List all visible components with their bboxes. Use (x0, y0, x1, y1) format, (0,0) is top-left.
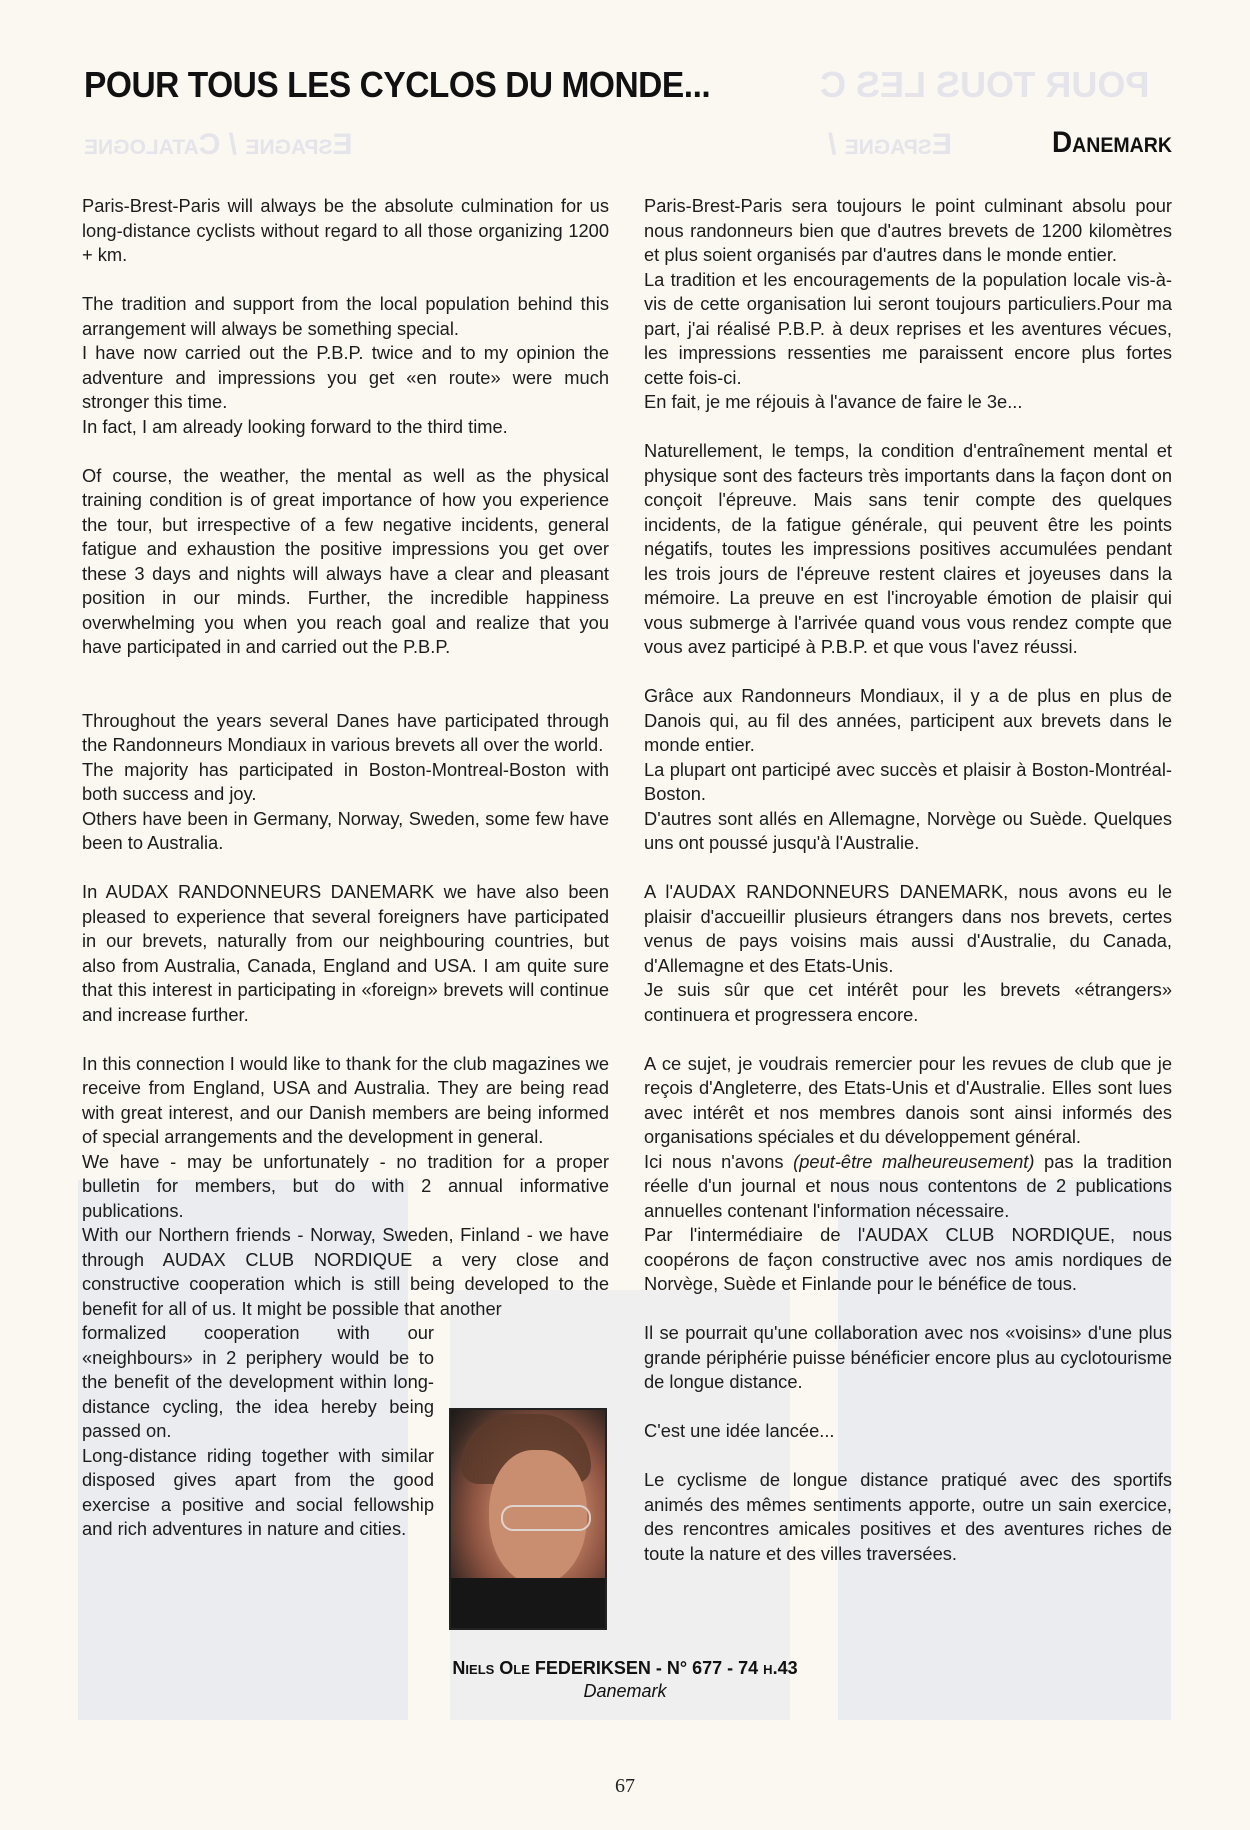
paragraph: D'autres sont allés en Allemagne, Norvège ou Suède. Quelques uns ont poussé jusqu'à l'Australie. (644, 807, 1172, 853)
paragraph: Others have been in Germany, Norway, Sweden, some few have been to Australia. (82, 807, 609, 853)
page-number: 67 (615, 1775, 635, 1797)
paragraph: Throughout the years several Danes have participated through the Randonneurs Mondiaux in various brevets all over the world. (82, 709, 609, 755)
page-title: POUR TOUS LES CYCLOS DU MONDE... (84, 64, 711, 105)
paragraph: Le cyclisme de longue distance pratiqué avec des sportifs animés des mêmes sentiments apporte, outre un sain exercice, des rencontres amicales positives et des aventures riches de toute la nature et des villes traversées. (644, 1469, 1172, 1564)
paragraph: Paris-Brest-Paris will always be the absolute culmination for us long-distance cyclists without regard to all those organizing 1200 + km. (82, 195, 609, 265)
text-run: Ici nous n'avons (644, 1150, 794, 1172)
author-photo (449, 1408, 607, 1630)
ghost-country-left: Espagne / Catalogne (84, 128, 353, 161)
paragraph: Grâce aux Randonneurs Mondiaux, il y a de plus en plus de Danois qui, au fil des années, participent aux brevets dans le monde entier. (644, 685, 1172, 755)
italic-text: (peut-être malheureusement) (793, 1150, 1035, 1172)
author-country: Danemark (583, 1681, 667, 1701)
paragraph: We have - may be unfortunately - no tradition for a proper bulletin for members, but do with 2 annual informative publications. (82, 1150, 609, 1221)
photo-glasses (501, 1505, 591, 1531)
paragraph: I have now carried out the P.B.P. twice and to my opinion the adventure and impressions you get «en route» were much stronger this time. (82, 342, 609, 412)
paragraph: A ce sujet, je voudrais remercier pour les revues de club que je reçois d'Angleterre, des Etats-Unis et d'Australie. Elles sont lues avec intérêt et nos membres danois sont ainsi informés des organisations spéciales et du développement général. (644, 1052, 1172, 1147)
paragraph: In this connection I would like to thank for the club magazines we receive from England, USA and Australia. They are being read with great interest, and our Danish members are being informed of special arrangements and the development in general. (82, 1052, 609, 1147)
paragraph: La plupart ont participé avec succès et plaisir à Boston-Montréal-Boston. (644, 758, 1172, 804)
country-heading: Danemark (1052, 126, 1172, 159)
paragraph: In fact, I am already looking forward to the third time. (82, 415, 508, 437)
paragraph: Of course, the weather, the mental as well as the physical training condition is of great importance of how you experience the tour, but irrespective of a few negative incidents, general fatigue and exhaustion the positive impressions you get over these 3 days and nights will always have a clear and pleasant position in our minds. Further, the incredible happiness overwhelming you when you reach goal and realize that you have participated in and carried out the P.B.P. (82, 464, 609, 657)
author-name: Niels Ole FEDERIKSEN - N° 677 - 74 h.43 (452, 1658, 798, 1678)
paragraph: Par l'intermédiaire de l'AUDAX CLUB NORDIQUE, nous coopérons de façon constructive avec nos amis nordiques de Norvège, Suède et Finlande pour le bénéfice de tous. (644, 1224, 1172, 1294)
paragraph: Paris-Brest-Paris sera toujours le point culminant absolu pour nous randonneurs bien que d'autres brevets de 1200 kilomètres et plus soient organisés par d'autres dans le monde entier. (644, 195, 1172, 265)
english-column (82, 194, 609, 1542)
photo-shirt (451, 1578, 605, 1628)
ghost-title: POUR TOUS LES C (820, 64, 1150, 105)
author-signature (0, 1658, 1250, 1702)
paragraph: Naturellement, le temps, la condition d'entraînement mental et physique sont des facteurs très importants dans la façon dont on conçoit l'épreuve. Mais sans tenir compte des quelques incidents, de la fatigue générale, qui peuvent être les points négatifs, toutes les impressions positives accumulées pendant les trois jours de l'épreuve restent claires et joyeuses dans la mémoire. La preuve en est l'incroyable émotion de plaisir qui vous submerge à l'arrivée quand vous vous rendez compte que vous avez participé à P.B.P. et que vous l'avez réussi. (644, 440, 1172, 657)
paragraph: formalized cooperation with our «neighbours» in 2 periphery would be to the benefit of the development within long-distance cycling, the idea hereby being passed on. (82, 1322, 434, 1441)
paragraph: A l'AUDAX RANDONNEURS DANEMARK, nous avons eu le plaisir d'accueillir plusieurs étrangers dans nos brevets, certes venus de pays voisins mais aussi d'Australie, du Canada, d'Allemagne et des Etats-Unis. (644, 881, 1172, 976)
paragraph: La tradition et les encouragements de la population locale vis-à-vis de cette organisation lui seront toujours particuliers.Pour ma part, j'ai réalisé P.B.P. à deux reprises et les aventures vécues, les impressions ressenties me paraissent encore plus fortes cette fois-ci. (644, 268, 1172, 388)
paragraph: The majority has participated in Boston-Montreal-Boston with both success and joy. (82, 758, 609, 804)
paragraph: En fait, je me réjouis à l'avance de faire le 3e... (644, 391, 1023, 412)
paragraph: Long-distance riding together with similar disposed gives apart from the good exercise a positive and social fellowship and rich adventures in nature and cities. (82, 1444, 434, 1539)
ghost-country-right: Espagne / (828, 128, 952, 161)
text-run: pas la tradition réelle d'un journal et nous nous contentons de 2 publications annuelles contenant l'information nécessaire. (644, 1150, 1172, 1221)
french-column (644, 194, 1172, 1566)
paragraph: Je suis sûr que cet intérêt pour les brevets «étrangers» continuera et progressera encore. (644, 979, 1172, 1025)
paragraph: The tradition and support from the local population behind this arrangement will always be something special. (82, 293, 609, 339)
paragraph: Il se pourrait qu'une collaboration avec nos «voisins» d'une plus grande périphérie puisse bénéficier encore plus au cyclotourisme de longue distance. (644, 1322, 1172, 1392)
paragraph: With our Northern friends - Norway, Sweden, Finland - we have through AUDAX CLUB NORDIQUE a very close and constructive cooperation which is still being developed to the benefit for all of us. It might be possible that another (82, 1224, 609, 1319)
paragraph: In AUDAX RANDONNEURS DANEMARK we have also been pleased to experience that several foreigners have participated in our brevets, naturally from our neighbouring countries, but also from Australia, Canada, England and USA. I am quite sure that this interest in participating in «foreign» brevets will continue and increase further. (82, 881, 609, 1025)
paragraph: C'est une idée lancée... (644, 1420, 835, 1441)
paragraph (644, 1150, 1172, 1224)
